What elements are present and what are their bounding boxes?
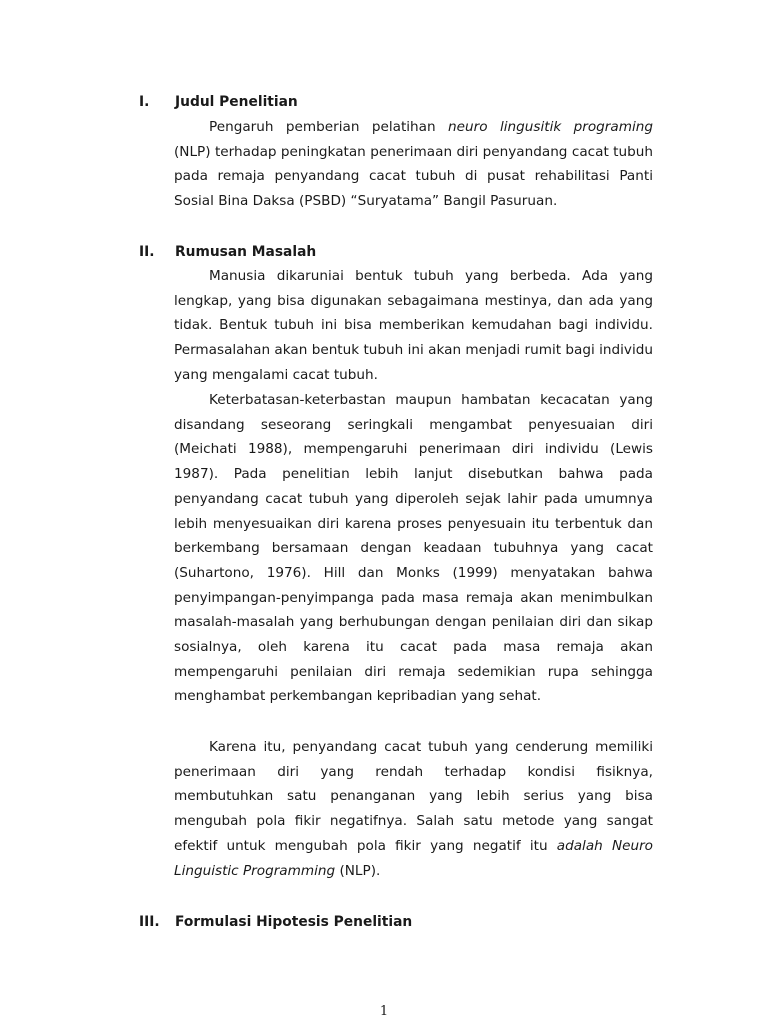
section-2-paragraph-3 — [174, 735, 653, 883]
section-2-heading — [139, 242, 316, 262]
section-2-title: Rumusan Masalah — [175, 244, 317, 260]
section-2-paragraph-2 — [174, 388, 653, 709]
paragraph-text: Pengaruh pemberian pelatihan — [209, 119, 449, 135]
section-1-paragraph-1 — [174, 115, 653, 214]
section-1-heading — [139, 92, 298, 112]
page-number: 1 — [379, 1004, 389, 1019]
paragraph-text: Keterbatasan-keterbastan maupun hambatan kecacatan yang disandang seseorang seringkali mengambat penyesuaian diri (Meichati 1988), mempengaruhi penerimaan diri individu (Lewis 1987). Pada penelitian lebih lanjut disebutkan bahwa pada penyandang cacat tubuh yang diperoleh sejak lahir pada umumnya lebih menyesuaikan diri karena proses penyesuain itu terbentuk dan berkembang bersamaan dengan keadaan tubuhnya yang cacat (Suhartono, 1976). Hill dan Monks (1999) menyatakan bahwa penyimpangan-penyimpanga pada masa remaja akan menimbulkan masalah-masalah yang berhubungan dengan penilaian diri dan sikap sosialnya, oleh karena itu cacat pada masa remaja akan mempengaruhi penilaian diri remaja sedemikian rupa sehingga menghambat perkembangan kepribadian yang sehat. — [174, 392, 653, 705]
paragraph-italic-term: adalah Neuro Linguistic Programming — [174, 837, 654, 879]
section-3-heading — [139, 912, 412, 932]
paragraph-text: (NLP) terhadap peningkatan penerimaan diri penyandang cacat tubuh pada remaja penyandang cacat tubuh di pusat rehabilitasi Panti Sosial Bina Daksa (PSBD) “Suryatama” Bangil Pasuruan. — [174, 143, 653, 210]
section-2-paragraph-1 — [174, 264, 653, 388]
paragraph-italic-term: neuro lingusitik programing — [448, 119, 653, 135]
section-3-title: Formulasi Hipotesis Penelitian — [175, 914, 413, 930]
section-1-number: I. — [139, 94, 150, 110]
paragraph-text: Manusia dikaruniai bentuk tubuh yang berbeda. Ada yang lengkap, yang bisa digunakan sebagaimana mestinya, dan ada yang tidak. Bentuk tubuh ini bisa memberikan kemudahan bagi individu. Permasalahan akan bentuk tubuh ini akan menjadi rumit bagi individu yang mengalami cacat tubuh. — [174, 268, 653, 383]
paragraph-text: Karena itu, penyandang cacat tubuh yang cenderung memiliki penerimaan diri yang rendah terhadap kondisi fisiknya, membutuhkan satu penanganan yang lebih serius yang bisa mengubah pola fikir negatifnya. Salah satu metode yang sangat efektif untuk mengubah pola fikir yang negatif itu — [174, 739, 653, 854]
section-3-number: III. — [139, 914, 160, 930]
section-1-title: Judul Penelitian — [175, 94, 298, 110]
paragraph-text: (NLP). — [335, 862, 381, 879]
section-2-number: II. — [139, 244, 155, 260]
